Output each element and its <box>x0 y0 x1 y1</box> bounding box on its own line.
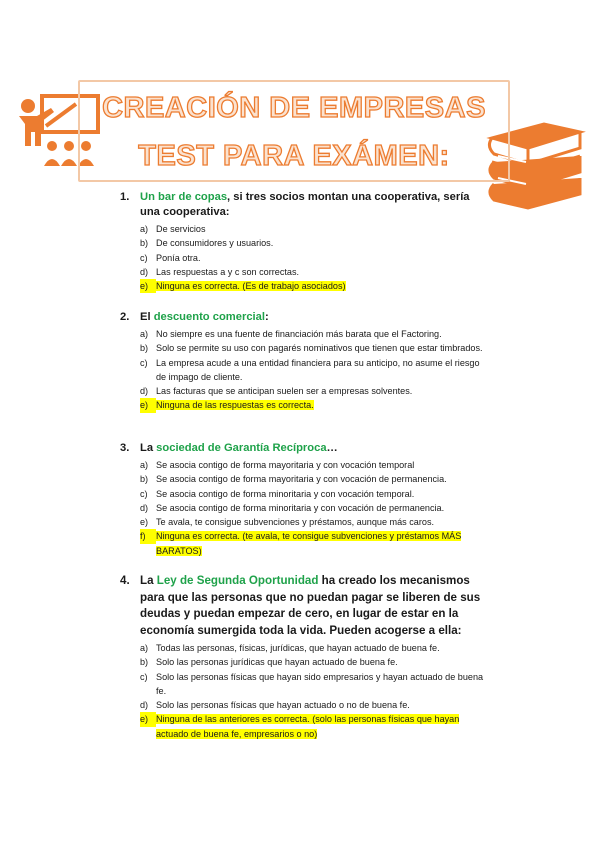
option-c: c) Solo las personas físicas que hayan sido empresarios y hayan actuado de buena fe. <box>140 671 484 696</box>
question-3 <box>120 441 492 558</box>
option-c: c) Se asocia contigo de forma minoritaria y con vocación temporal. <box>140 488 415 499</box>
options-list <box>140 327 492 413</box>
option-d: d) Se asocia contigo de forma minoritaria y con vocación de permanencia. <box>140 502 445 513</box>
page-title-line2: TEST PARA EXÁMEN: <box>138 140 450 172</box>
option-c: c) La empresa acude a una entidad financiera para su anticipo, no asume el riesgo de impago de cliente. <box>140 357 480 382</box>
question-4 <box>120 573 492 741</box>
keyword: Un bar de copas <box>140 191 228 203</box>
question-title: 4. La Ley de Segunda Oportunidad ha creado los mecanismos para que las personas que no puedan pagar se liberen de sus deudas y puedan empezar de cero, en lugar de estar en la economía sumergida toda la vida. Pueden acogerse a ella: <box>120 574 481 637</box>
option-a: a) Se asocia contigo de forma mayoritaria y con vocación temporal <box>140 460 415 470</box>
options-list <box>140 641 492 741</box>
option-a: a) No siempre es una fuente de financiación más barata que el Factoring. <box>140 329 442 339</box>
option-b: b) Solo las personas jurídicas que hayan actuado de buena fe. <box>140 657 398 668</box>
option-a: a) De servicios <box>140 224 206 234</box>
option-e-correct: e) Ninguna de las respuestas es correcta. <box>140 398 492 412</box>
keyword: descuento comercial <box>153 311 265 323</box>
option-c: c) Ponía otra. <box>140 252 201 263</box>
option-d: d) Las facturas que se anticipan suelen ser a empresas solventes. <box>140 386 413 397</box>
option-f-correct: f) Ninguna es correcta. (te avala, te consigue subvenciones y préstamos MÁS BARATOS) <box>140 531 462 556</box>
keyword: sociedad de Garantía Recíproca <box>156 442 327 454</box>
keyword: Ley de Segunda Oportunidad <box>156 574 319 587</box>
option-d: d) Las respuestas a y c son correctas. <box>140 266 300 277</box>
option-b: b) Se asocia contigo de forma mayoritaria y con vocación de permanencia. <box>140 474 447 485</box>
option-e: e) Te avala, te consigue subvenciones y préstamos, aunque más caros. <box>140 517 435 528</box>
option-b: b) Solo se permite su uso con pagarés nominativos que tienen que estar timbrados. <box>140 343 483 354</box>
option-e-correct: e) Ninguna de las anteriores es correcta. (solo las personas físicas que hayan actuado de buena fe, empresarios o no) <box>140 714 460 739</box>
option-e-correct: e) Ninguna es correcta. (Es de trabajo asociados) <box>140 279 492 293</box>
options-list <box>140 458 492 558</box>
question-title: 2. El descuento comercial: <box>120 311 269 323</box>
page-title-line1: CREACIÓN DE EMPRESAS <box>102 92 486 124</box>
option-b: b) De consumidores y usuarios. <box>140 238 274 249</box>
question-title: 3. La sociedad de Garantía Recíproca… <box>120 442 338 454</box>
question-2 <box>120 310 492 413</box>
question-1 <box>120 190 492 293</box>
option-a: a) Todas las personas, físicas, jurídicas, que hayan actuado de buena fe. <box>140 643 440 653</box>
option-d: d) Solo las personas físicas que hayan actuado o no de buena fe. <box>140 700 410 711</box>
question-title: 1. Un bar de copas, si tres socios montan una cooperativa, sería una cooperativa: <box>120 191 470 218</box>
options-list <box>140 222 492 293</box>
